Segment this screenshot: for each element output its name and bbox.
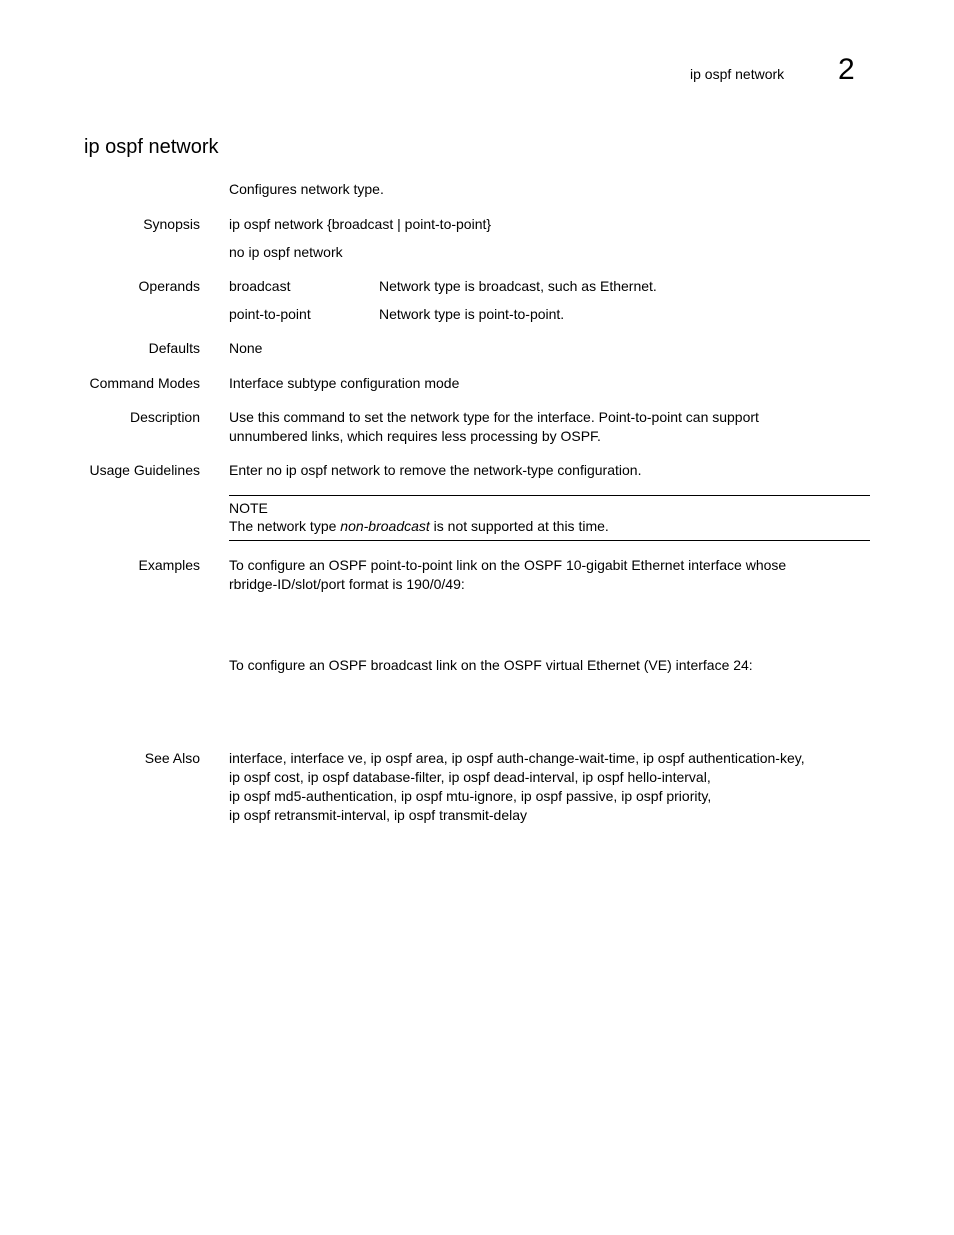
see-also-links [229,749,869,825]
note-box [229,495,870,541]
usage-pre: Enter [229,462,267,478]
operands-label: Operands [138,278,200,294]
command-modes-text: Interface subtype configuration mode [229,375,460,391]
summary-text: Configures network type. [229,181,384,197]
examples-label: Examples [138,557,200,573]
note-text [229,517,609,536]
see-also-line[interactable]: ip ospf retransmit-interval, ip ospf transmit-delay [229,807,527,823]
defaults-label: Defaults [148,340,200,356]
description-text [229,408,869,446]
note-post: is not supported at this time. [429,518,609,534]
see-also-label: See Also [144,750,200,766]
synopsis-option-broadcast: broadcast [331,216,394,232]
command-modes-label: Command Modes [89,375,200,391]
operand-name: point-to-point [229,306,311,322]
synopsis-open-brace: { [327,216,332,232]
synopsis-option-point-to-point: point-to-point [404,216,487,232]
description-label: Description [129,409,200,425]
usage-command: no ip ospf network [266,462,380,478]
example-1-text [229,556,869,594]
see-also-line[interactable]: ip ospf cost, ip ospf database-filter, ip ospf dead-interval, ip ospf hello-interval, [229,769,711,785]
note-pre: The network type [229,518,341,534]
running-header-title: ip ospf network [690,66,785,82]
chapter-number: 2 [838,53,855,86]
usage-post: to remove the network-type configuration. [379,462,642,478]
see-also-line[interactable]: ip ospf md5-authentication, ip ospf mtu-ignore, ip ospf passive, ip ospf priority, [229,788,712,804]
synopsis-command: ip ospf network [229,216,324,232]
usage-guidelines-text [229,461,869,480]
description-line: Use this command to set the network type for the interface. Point-to-point can support [229,409,759,425]
synopsis-close-brace: } [486,216,492,232]
note-heading: NOTE [229,500,268,516]
synopsis-line-2: no ip ospf network [229,244,343,260]
page-title: ip ospf network [84,136,219,158]
operand-description: Network type is broadcast, such as Ethernet. [379,278,657,294]
example-line: To configure an OSPF point-to-point link on the OSPF 10-gigabit Ethernet interface whose [229,557,787,573]
operand-description: Network type is point-to-point. [379,306,565,322]
synopsis-line-1 [229,215,869,234]
defaults-text: None [229,340,263,356]
note-emphasis: non-broadcast [340,518,430,534]
operand-name: broadcast [229,278,291,294]
example-2-text: To configure an OSPF broadcast link on the OSPF virtual Ethernet (VE) interface 24: [229,657,753,673]
description-line: unnumbered links, which requires less processing by OSPF. [229,428,601,444]
example-line: rbridge-ID/slot/port format is 190/0/49: [229,576,465,592]
synopsis-separator: | [393,216,405,232]
see-also-line[interactable]: interface, interface ve, ip ospf area, ip ospf auth-change-wait-time, ip ospf authentication-key, [229,750,805,766]
synopsis-label: Synopsis [143,216,200,232]
usage-guidelines-label: Usage Guidelines [89,462,200,478]
